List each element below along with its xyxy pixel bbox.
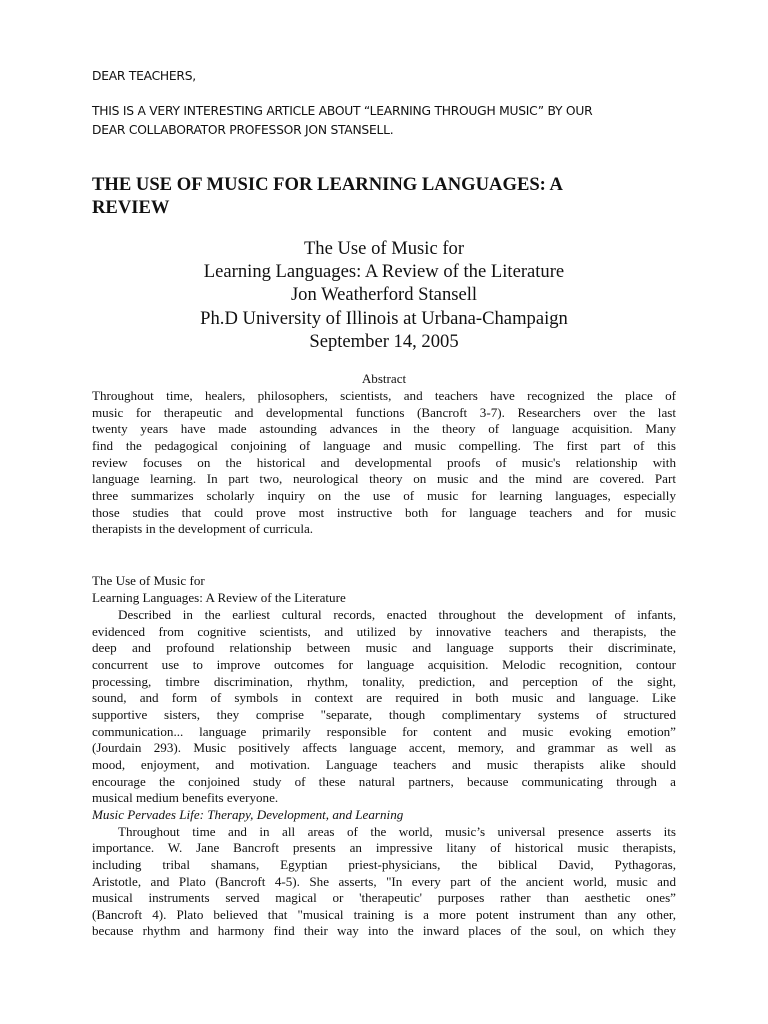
greeting: DEAR TEACHERS, <box>92 69 196 83</box>
article-title-block <box>92 237 676 353</box>
abstract-heading: Abstract <box>361 371 407 386</box>
abstract-line: Throughout time, healers, philosophers, scientists, and teachers have recognized the place of <box>92 388 676 403</box>
paragraph-line: Aristotle, and Plato (Bancroft 4-5). She asserts, "In every part of the ancient world, music and <box>92 873 676 889</box>
paragraph-line: processing, timbre discrimination, rhythm, tonality, prediction, and perception of the sight, <box>92 673 676 689</box>
paragraph-line: concurrent use to improve outcomes for language acquisition. Melodic recognition, contour <box>92 656 676 672</box>
paragraph-line: supportive sisters, they comprise "separate, though complimentary systems of structured <box>92 706 676 722</box>
author-affiliation: Ph.D University of Illinois at Urbana-Champaign <box>200 307 568 329</box>
article-title-line-2: Learning Languages: A Review of the Literature <box>203 261 565 283</box>
abstract-line: music for therapeutic and developmental functions (Bancroft 3-7). Researchers over the last <box>92 404 676 420</box>
paragraph-line: (Jourdain 293). Music positively affects language accent, memory, and grammar as well as <box>92 740 676 756</box>
paragraph-line: including tribal shamans, Egyptian priest-physicians, the biblical David, Pythagoras, <box>92 856 676 872</box>
paragraph-line: sound, and form of symbols in context are required in both music and language. Like <box>92 690 676 706</box>
document-title-line: REVIEW <box>92 197 170 218</box>
abstract-line: review focuses on the historical and developmental proofs of music's relationship with <box>92 454 676 470</box>
article-title-line-1: The Use of Music for <box>303 238 465 259</box>
document-title-line: THE USE OF MUSIC FOR LEARNING LANGUAGES: A <box>92 174 563 195</box>
section-heading <box>92 573 676 606</box>
publication-date: September 14, 2005 <box>309 330 459 352</box>
abstract-line: therapists in the development of curricula. <box>92 521 314 537</box>
abstract-line: three summarizes scholarly inquiry on the use of music for learning languages, especially <box>92 487 676 503</box>
abstract-line: twenty years have made astounding advances in the theory of language acquisition. Many <box>92 421 676 437</box>
subsection-heading: Music Pervades Life: Therapy, Development, and Learning <box>92 806 404 822</box>
paragraph-1 <box>92 607 676 807</box>
section-heading-line-1: The Use of Music for <box>92 573 205 588</box>
abstract-body <box>92 388 676 538</box>
paragraph-line: importance. W. Jane Bancroft presents an impressive litany of historical music therapists, <box>92 840 676 856</box>
paragraph-line: deep and profound relationship between music and language supports their discriminate, <box>92 640 676 656</box>
paragraph-line: musical instruments served magical or 'therapeutic' purposes rather than aesthetic ones” <box>92 890 676 906</box>
paragraph-2 <box>92 824 676 941</box>
paragraph-line: Throughout time and in all areas of the world, music’s universal presence asserts its <box>118 823 676 839</box>
paragraph-line: (Bancroft 4). Plato believed that "musical training is a more potent instrument than any other, <box>92 906 676 922</box>
intro-note <box>92 102 692 140</box>
section-heading-line-2: Learning Languages: A Review of the Literature <box>92 589 346 605</box>
paragraph-line: communication... language primarily responsible for content and music evoking emotion” <box>92 723 676 739</box>
paragraph-line: encourage the conjoined study of these natural partners, because communicating through a <box>92 773 676 789</box>
paragraph-line: evidenced from cognitive scientists, and utilized by innovative teachers and therapists, the <box>92 623 676 639</box>
document-title <box>92 173 676 219</box>
abstract-line: language learning. In part two, neurological theory on music and the mind are covered. Part <box>92 471 676 487</box>
abstract-line: those studies that could prove most instructive both for language teachers and for music <box>92 504 676 520</box>
paragraph-line: musical medium benefits everyone. <box>92 790 279 806</box>
article-body <box>92 607 676 940</box>
abstract-line: find the pedagogical conjoining of language and music compelling. The first part of this <box>92 437 676 453</box>
intro-line: DEAR COLLABORATOR PROFESSOR JON STANSELL. <box>92 123 394 137</box>
paragraph-line: because rhythm and harmony find their way into the inward places of the soul, on which they <box>92 923 676 939</box>
paragraph-line: mood, enjoyment, and motivation. Language teachers and music therapists alike should <box>92 756 676 772</box>
intro-line: THIS IS A VERY INTERESTING ARTICLE ABOUT “LEARNING THROUGH MUSIC” BY OUR <box>92 104 593 118</box>
paragraph-line: Described in the earliest cultural records, enacted throughout the development of infants, <box>118 607 676 622</box>
author-name: Jon Weatherford Stansell <box>290 284 478 306</box>
